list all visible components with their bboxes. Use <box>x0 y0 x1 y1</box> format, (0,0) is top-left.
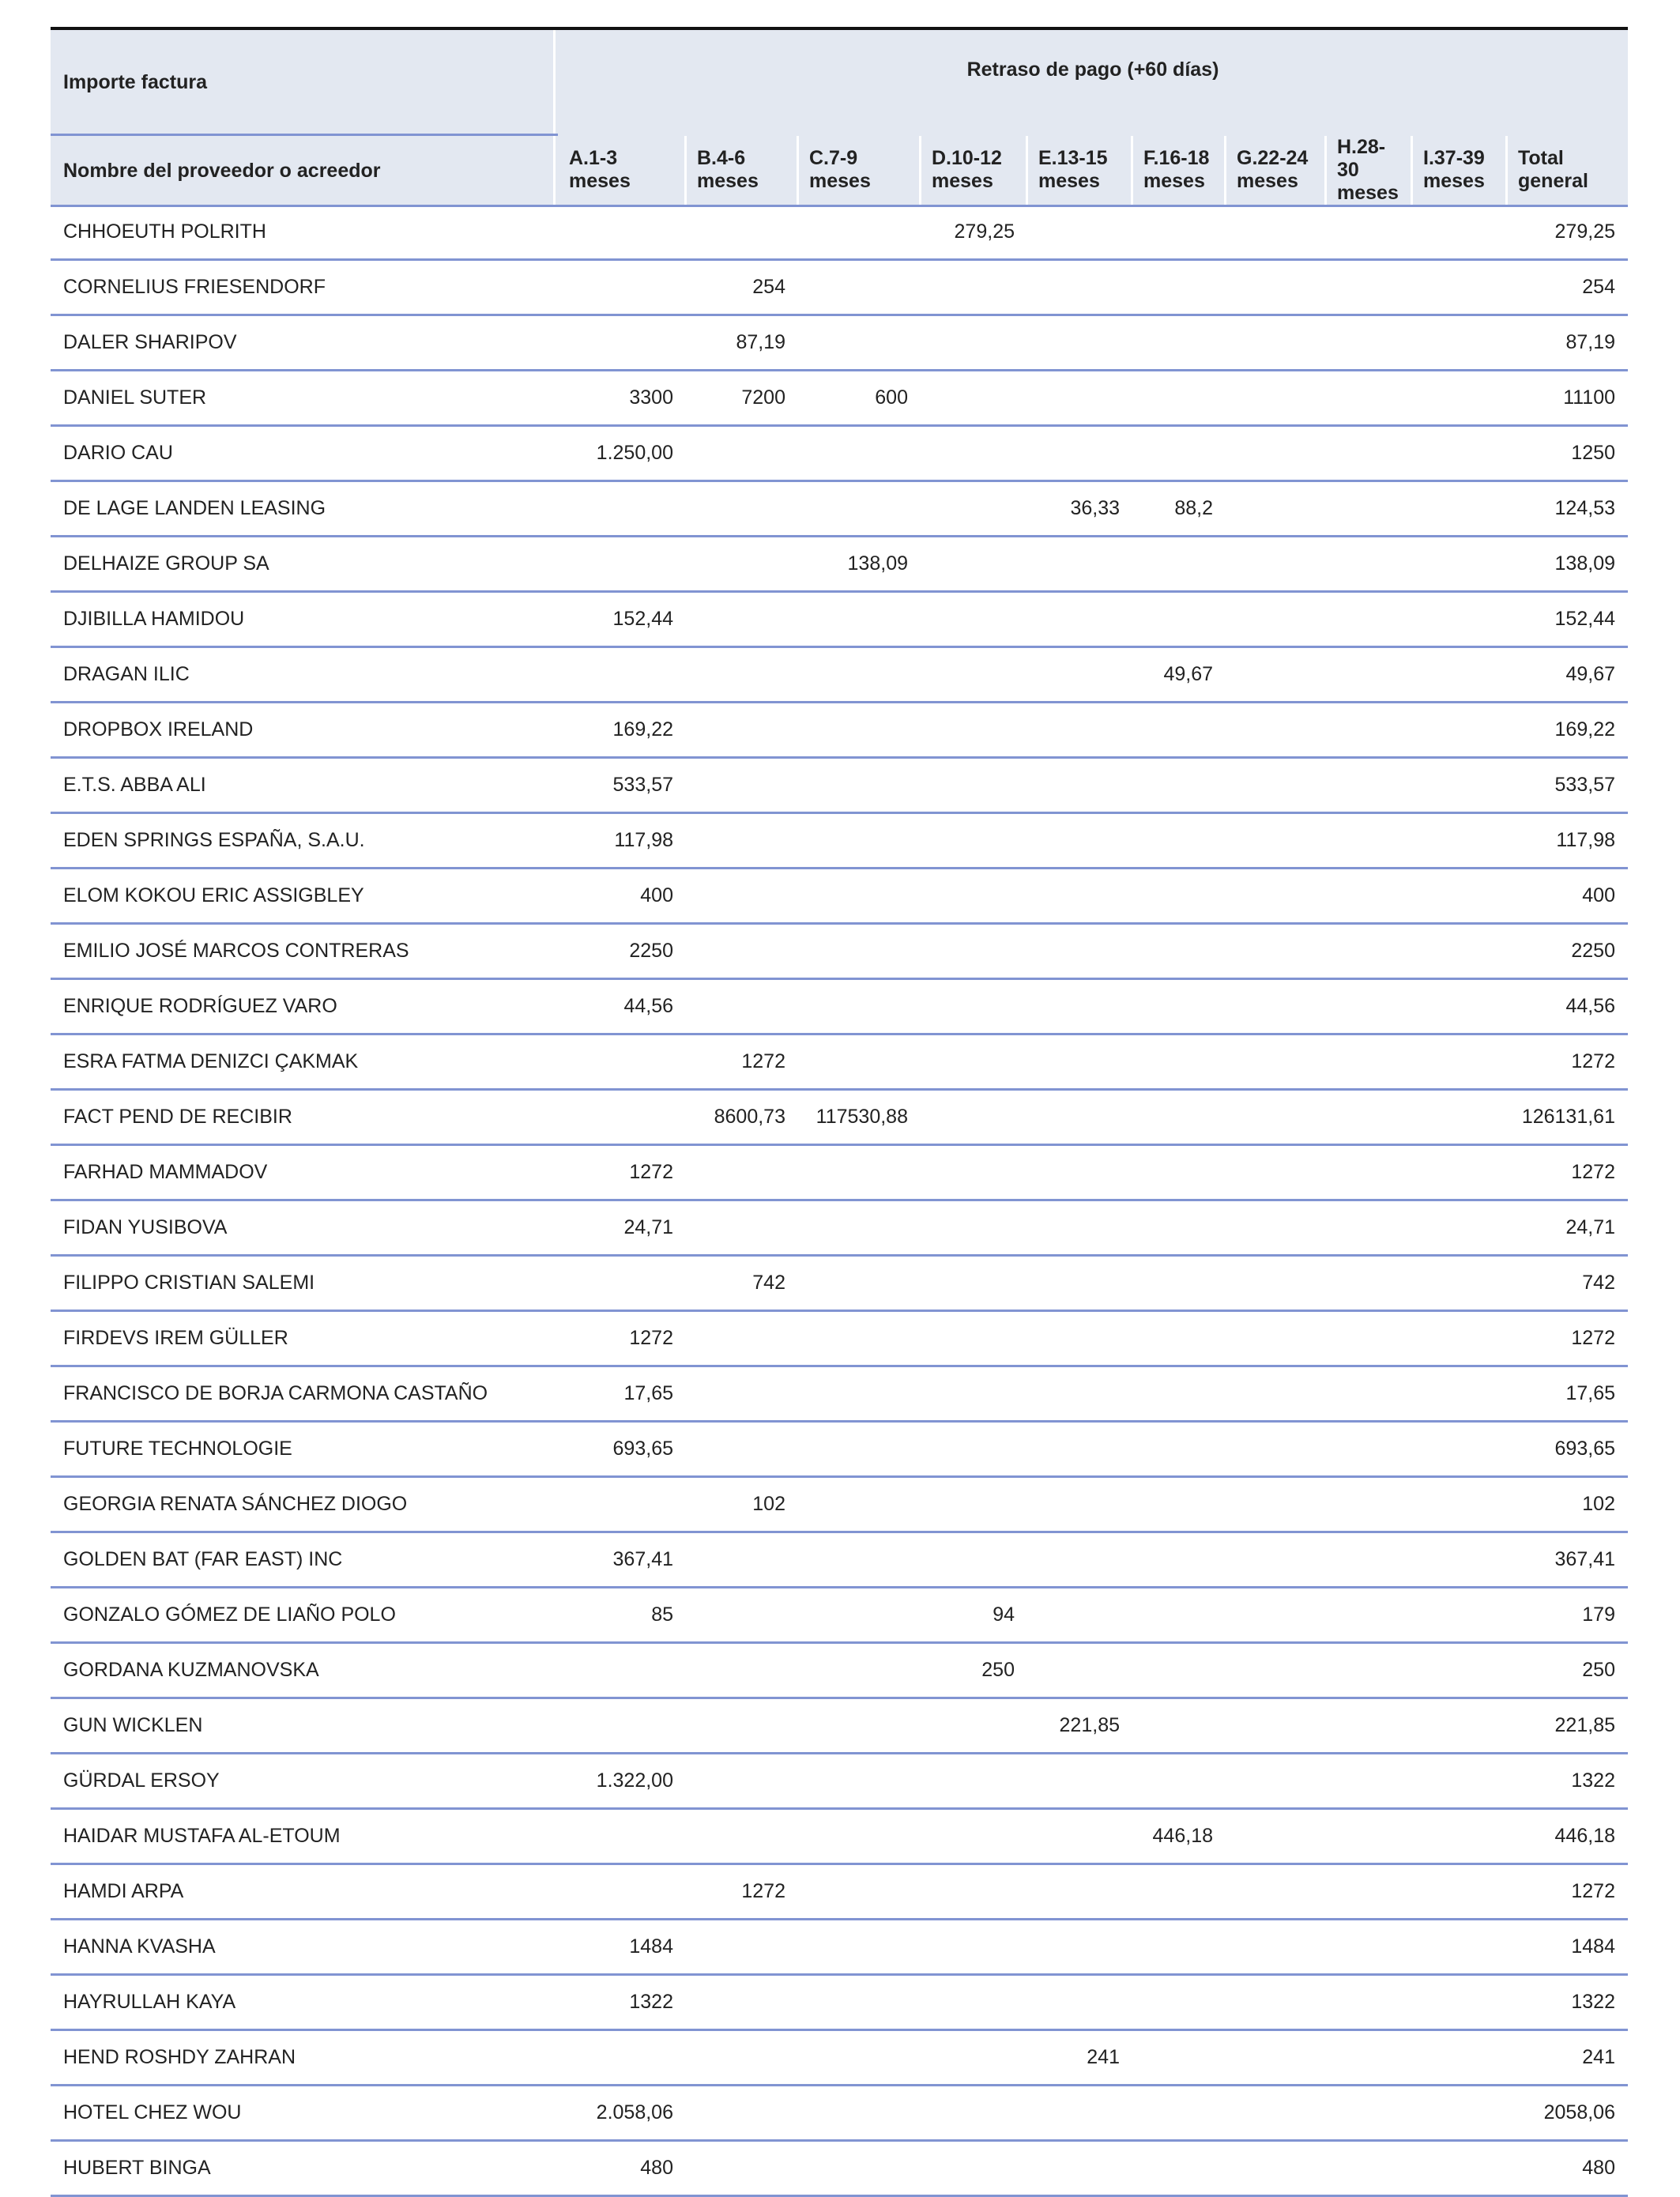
amount-total: 241 <box>1582 2046 1615 2068</box>
table-row <box>51 980 1628 1035</box>
table-row <box>51 759 1628 814</box>
supplier-name: HAIDAR MUSTAFA AL-ETOUM <box>63 1825 341 1847</box>
amount-a: 480 <box>640 2157 673 2179</box>
amount-a: 44,56 <box>623 995 673 1017</box>
table-row <box>51 1257 1628 1312</box>
amount-a: 152,44 <box>612 608 673 630</box>
amount-c: 138,09 <box>847 552 908 575</box>
supplier-name: HUBERT BINGA <box>63 2157 211 2179</box>
supplier-name: DROPBOX IRELAND <box>63 718 254 740</box>
table-row <box>51 2142 1628 2197</box>
supplier-name: GONZALO GÓMEZ DE LIAÑO POLO <box>63 1603 396 1626</box>
supplier-name: HAMDI ARPA <box>63 1880 184 1902</box>
header-divider <box>553 30 556 205</box>
amount-total: 279,25 <box>1554 220 1615 243</box>
amount-total: 138,09 <box>1554 552 1615 575</box>
amount-b: 742 <box>752 1272 785 1294</box>
amount-total: 117,98 <box>1556 829 1615 851</box>
table-row <box>51 593 1628 648</box>
column-header-line: D.10-12 <box>932 147 1002 169</box>
amount-total: 1484 <box>1571 1935 1615 1958</box>
amount-f: 446,18 <box>1152 1825 1213 1847</box>
supplier-name: DE LAGE LANDEN LEASING <box>63 497 326 519</box>
table-row <box>51 1367 1628 1423</box>
amount-e: 36,33 <box>1070 497 1120 519</box>
column-header-c <box>809 147 871 193</box>
amount-a: 1.322,00 <box>596 1769 673 1792</box>
column-header-line: Total <box>1518 147 1564 169</box>
amount-total: 533,57 <box>1554 774 1615 796</box>
column-header-line: B.4-6 <box>697 147 746 169</box>
table-row <box>51 205 1628 261</box>
table-row <box>51 1091 1628 1146</box>
supplier-name: E.T.S. ABBA ALI <box>63 774 206 796</box>
supplier-name: FRANCISCO DE BORJA CARMONA CASTAÑO <box>63 1382 488 1404</box>
table-row <box>51 1920 1628 1976</box>
amount-total: 87,19 <box>1565 331 1615 353</box>
column-header-line: H.28- <box>1337 136 1386 158</box>
supplier-name: GEORGIA RENATA SÁNCHEZ DIOGO <box>63 1493 408 1515</box>
column-header-i <box>1423 147 1485 193</box>
amount-total: 446,18 <box>1554 1825 1615 1847</box>
table-row <box>51 316 1628 371</box>
amount-total: 221,85 <box>1554 1714 1615 1736</box>
supplier-name: DRAGAN ILIC <box>63 663 190 685</box>
table-row <box>51 1423 1628 1478</box>
amount-total: 1322 <box>1571 1769 1615 1792</box>
amount-total: 693,65 <box>1554 1438 1615 1460</box>
supplier-name: GUN WICKLEN <box>63 1714 203 1736</box>
column-header-line: F.16-18 <box>1143 147 1210 169</box>
amount-total: 2058,06 <box>1543 2101 1615 2124</box>
amount-a: 3300 <box>629 386 673 409</box>
supplier-name: GÜRDAL ERSOY <box>63 1769 220 1792</box>
supplier-name: ESRA FATMA DENIZCI ÇAKMAK <box>63 1050 359 1072</box>
amount-f: 88,2 <box>1174 497 1213 519</box>
column-header-line: meses <box>1237 170 1298 192</box>
amount-a: 17,65 <box>623 1382 673 1404</box>
supplier-name: FARHAD MAMMADOV <box>63 1161 268 1183</box>
column-header-total <box>1518 147 1588 193</box>
amount-total: 1272 <box>1571 1880 1615 1902</box>
amount-d: 94 <box>993 1603 1015 1626</box>
table-row <box>51 371 1628 427</box>
column-header-line: meses <box>1423 170 1485 192</box>
table-row <box>51 1699 1628 1754</box>
column-header-line: I.37-39 <box>1423 147 1485 169</box>
table-row <box>51 1533 1628 1588</box>
amount-b: 8600,73 <box>714 1106 785 1128</box>
column-header-g <box>1237 147 1308 193</box>
column-divider <box>919 136 921 205</box>
column-header-h <box>1337 136 1399 205</box>
amount-total: 102 <box>1582 1493 1615 1515</box>
amount-total: 11100 <box>1563 386 1615 409</box>
supplier-name: GOLDEN BAT (FAR EAST) INC <box>63 1548 343 1570</box>
table-row <box>51 261 1628 316</box>
column-divider <box>1026 136 1028 205</box>
column-header-line: meses <box>1143 170 1205 192</box>
supplier-name: CORNELIUS FRIESENDORF <box>63 276 326 298</box>
amount-total: 49,67 <box>1565 663 1615 685</box>
table-row <box>51 869 1628 925</box>
amount-a: 2250 <box>629 940 673 962</box>
amount-total: 254 <box>1582 276 1615 298</box>
table-row <box>51 2086 1628 2142</box>
amount-total: 480 <box>1582 2157 1615 2179</box>
amount-d: 279,25 <box>954 220 1015 243</box>
delay-title: Retraso de pago (+60 días) <box>966 58 1219 81</box>
column-header-line: A.1-3 <box>569 147 618 169</box>
column-header-line: meses <box>932 170 993 192</box>
supplier-name: FIRDEVS IREM GÜLLER <box>63 1327 288 1349</box>
amount-b: 87,19 <box>736 331 785 353</box>
supplier-name: HEND ROSHDY ZAHRAN <box>63 2046 296 2068</box>
amount-a: 117,98 <box>614 829 673 851</box>
supplier-name: HOTEL CHEZ WOU <box>63 2101 242 2124</box>
supplier-name: FACT PEND DE RECIBIR <box>63 1106 292 1128</box>
amount-a: 169,22 <box>612 718 673 740</box>
supplier-name: DALER SHARIPOV <box>63 331 237 353</box>
amount-f: 49,67 <box>1163 663 1213 685</box>
column-header-line: meses <box>569 170 631 192</box>
supplier-name: DJIBILLA HAMIDOU <box>63 608 245 630</box>
amount-a: 1484 <box>629 1935 673 1958</box>
amount-total: 124,53 <box>1554 497 1615 519</box>
table-row <box>51 427 1628 482</box>
amount-total: 1272 <box>1571 1327 1615 1349</box>
column-header-f <box>1143 147 1209 193</box>
group-label: Importe factura <box>63 71 207 93</box>
table-row <box>51 1478 1628 1533</box>
amount-total: 152,44 <box>1554 608 1615 630</box>
amount-b: 7200 <box>741 386 785 409</box>
amount-total: 250 <box>1582 1659 1615 1681</box>
amount-total: 1250 <box>1571 442 1615 464</box>
amount-e: 241 <box>1087 2046 1120 2068</box>
column-header-line: meses <box>809 170 871 192</box>
table-row <box>51 1976 1628 2031</box>
supplier-name: HANNA KVASHA <box>63 1935 216 1958</box>
name-column-header: Nombre del proveedor o acreedor <box>63 160 381 182</box>
supplier-name: EDEN SPRINGS ESPAÑA, S.A.U. <box>63 829 365 851</box>
amount-d: 250 <box>981 1659 1015 1681</box>
column-header-d <box>932 147 1002 193</box>
amount-total: 24,71 <box>1565 1216 1615 1238</box>
amount-b: 1272 <box>741 1880 785 1902</box>
table-row <box>51 1754 1628 1810</box>
amount-total: 179 <box>1582 1603 1615 1626</box>
amount-total: 1322 <box>1571 1991 1615 2013</box>
table-row <box>51 703 1628 759</box>
amount-total: 44,56 <box>1565 995 1615 1017</box>
amount-a: 367,41 <box>612 1548 673 1570</box>
amount-c: 117530,88 <box>816 1106 908 1128</box>
column-divider <box>797 136 799 205</box>
column-header-line: general <box>1518 170 1588 192</box>
column-header-e <box>1038 147 1108 193</box>
amount-a: 1272 <box>629 1161 673 1183</box>
table-row <box>51 537 1628 593</box>
column-divider <box>1505 136 1508 205</box>
amount-a: 400 <box>640 884 673 906</box>
amount-total: 126131,61 <box>1521 1106 1615 1128</box>
column-divider <box>1324 136 1327 205</box>
amount-total: 1272 <box>1571 1050 1615 1072</box>
table-row <box>51 648 1628 703</box>
supplier-name: FUTURE TECHNOLOGIE <box>63 1438 292 1460</box>
table-row <box>51 1312 1628 1367</box>
table-row <box>51 1588 1628 1644</box>
column-header-a <box>569 147 631 193</box>
column-header-line: E.13-15 <box>1038 147 1108 169</box>
amount-e: 221,85 <box>1059 1714 1120 1736</box>
amount-a: 693,65 <box>612 1438 673 1460</box>
column-header-line: meses <box>1038 170 1100 192</box>
column-header-line: C.7-9 <box>809 147 858 169</box>
amount-a: 2.058,06 <box>596 2101 673 2124</box>
supplier-name: CHHOEUTH POLRITH <box>63 220 266 243</box>
supplier-name: GORDANA KUZMANOVSKA <box>63 1659 319 1681</box>
table-row <box>51 1035 1628 1091</box>
amount-b: 102 <box>752 1493 785 1515</box>
amount-a: 533,57 <box>612 774 673 796</box>
amount-total: 17,65 <box>1565 1382 1615 1404</box>
supplier-name: EMILIO JOSÉ MARCOS CONTRERAS <box>63 940 409 962</box>
table-row <box>51 1865 1628 1920</box>
amount-total: 742 <box>1582 1272 1615 1294</box>
table-row <box>51 482 1628 537</box>
supplier-name: HAYRULLAH KAYA <box>63 1991 236 2013</box>
column-divider <box>1411 136 1413 205</box>
table-row <box>51 1146 1628 1201</box>
amount-total: 400 <box>1582 884 1615 906</box>
supplier-name: FILIPPO CRISTIAN SALEMI <box>63 1272 315 1294</box>
table-row <box>51 1201 1628 1257</box>
column-header-line: meses <box>1337 182 1399 204</box>
amount-c: 600 <box>875 386 908 409</box>
amount-a: 1.250,00 <box>596 442 673 464</box>
column-header-line: G.22-24 <box>1237 147 1309 169</box>
table-row <box>51 925 1628 980</box>
header-rule <box>51 134 558 136</box>
column-header-line: 30 <box>1337 159 1359 181</box>
column-divider <box>1131 136 1133 205</box>
column-divider <box>684 136 687 205</box>
amount-b: 1272 <box>741 1050 785 1072</box>
supplier-name: ELOM KOKOU ERIC ASSIGBLEY <box>63 884 364 906</box>
supplier-name: DARIO CAU <box>63 442 173 464</box>
table-row <box>51 2031 1628 2086</box>
supplier-name: DELHAIZE GROUP SA <box>63 552 269 575</box>
amount-a: 1322 <box>629 1991 673 2013</box>
supplier-name: ENRIQUE RODRÍGUEZ VARO <box>63 995 337 1017</box>
table-row <box>51 814 1628 869</box>
supplier-name: DANIEL SUTER <box>63 386 207 409</box>
amount-total: 2250 <box>1571 940 1615 962</box>
amount-a: 85 <box>651 1603 673 1626</box>
column-header-b <box>697 147 759 193</box>
supplier-name: FIDAN YUSIBOVA <box>63 1216 228 1238</box>
table-row <box>51 1810 1628 1865</box>
column-divider <box>1224 136 1226 205</box>
amount-b: 254 <box>752 276 785 298</box>
table-row <box>51 1644 1628 1699</box>
amount-a: 24,71 <box>623 1216 673 1238</box>
amount-total: 367,41 <box>1554 1548 1615 1570</box>
amount-a: 1272 <box>629 1327 673 1349</box>
amount-total: 169,22 <box>1554 718 1615 740</box>
amount-total: 1272 <box>1571 1161 1615 1183</box>
column-header-line: meses <box>697 170 759 192</box>
